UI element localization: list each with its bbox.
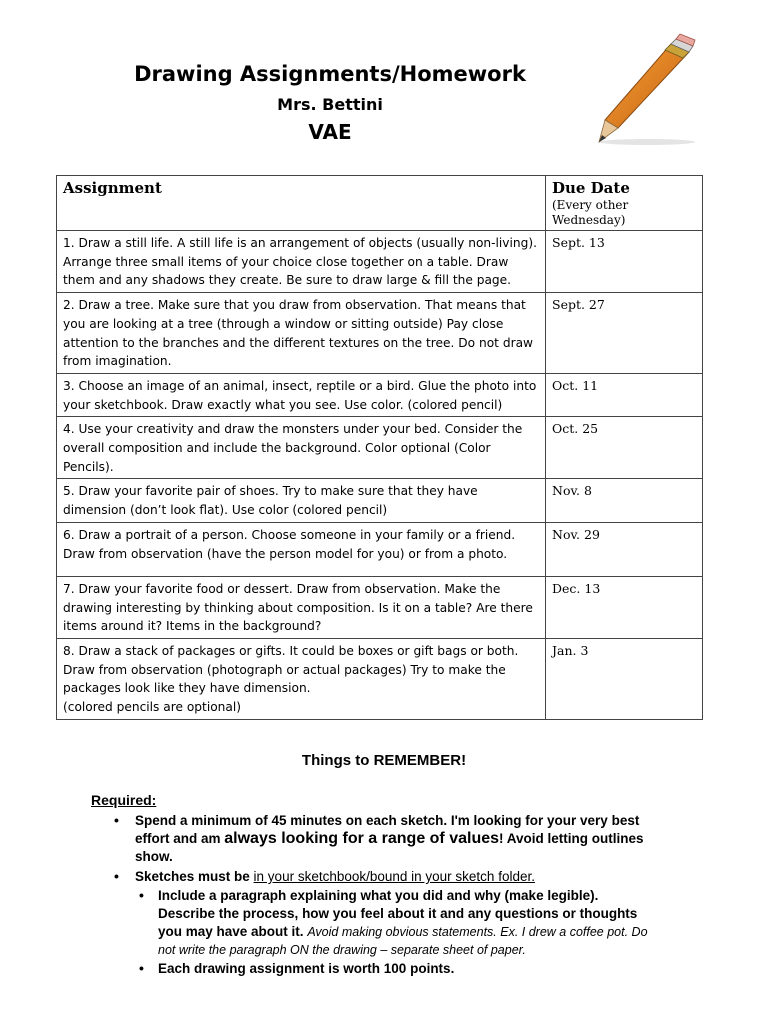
due-date: Oct. 25: [546, 417, 703, 479]
due-date: Jan. 3: [546, 638, 703, 719]
due-date-subheader: (Every other Wednesday): [552, 198, 629, 227]
sub1-text: Include a paragraph explaining what you did and why (make legible). Describe the process, how you feel about it and any questions or thoughts you may have about it.: [158, 888, 638, 939]
assignment-text: 5. Draw your favorite pair of shoes. Try to make sure that they have dimension (don’t look flat). Use color (colored pencil): [57, 479, 546, 522]
list-item: Each drawing assignment is worth 100 points.: [158, 961, 455, 976]
assignment-text: 1. Draw a still life. A still life is an arrangement of objects (usually non-living). Arrange three small items of your choice close together on a table. Draw them and any shadows they create. Be sure to draw large & fill the page.: [57, 231, 546, 293]
page-title: Drawing Assignments/Homework: [134, 62, 526, 86]
required-label: Required:: [91, 792, 157, 808]
bullet-icon: •: [114, 868, 119, 884]
due-date-column-header: Due Date: [552, 179, 630, 197]
assignment-text: 2. Draw a tree. Make sure that you draw from observation. That means that you are looking at a tree (through a window or sitting outside) Pay close attention to the branches and the different textures on the tree. Do not draw from imagination.: [57, 293, 546, 374]
table-row: [57, 479, 703, 522]
table-header-row: [57, 176, 703, 231]
table-row: [57, 231, 703, 293]
assignment-note: (colored pencils are optional): [63, 700, 241, 715]
due-date: Nov. 29: [546, 522, 703, 576]
table-row: [57, 522, 703, 576]
assignment-text: 6. Draw a portrait of a person. Choose someone in your family or a friend. Draw from observation (have the person model for you) or from a photo.: [57, 522, 546, 576]
due-date: Nov. 8: [546, 479, 703, 522]
due-date: Sept. 27: [546, 293, 703, 374]
table-row: [57, 373, 703, 416]
assignment-text: 8. Draw a stack of packages or gifts. It could be boxes or gift bags or both. Draw from observation (photograph or actual packages) Try to make the packages look like they have dimension.: [63, 643, 519, 696]
bullet2-text: Sketches must be: [135, 869, 254, 884]
bullet1-end: ! Avoid letting outlines show.: [135, 831, 644, 864]
bullet-icon: •: [114, 812, 119, 828]
due-date: Dec. 13: [546, 576, 703, 638]
assignment-text: 7. Draw your favorite food or dessert. Draw from observation. Make the drawing interesting by thinking about composition. Is it on a table? Are there items around it? Items in the background?: [57, 576, 546, 638]
course-code: VAE: [308, 120, 352, 144]
list-item: [135, 868, 675, 886]
table-row: [57, 638, 703, 719]
assignment-text: 4. Use your creativity and draw the monsters under your bed. Consider the overall composition and include the background. Color optional (Color Pencils).: [57, 417, 546, 479]
bullet1-text: Spend a minimum of 45 minutes on each sketch. I'm looking for your very best effort and am: [135, 813, 640, 846]
list-item: [135, 812, 655, 866]
table-row: [57, 417, 703, 479]
bullet1-emphasis: always looking for a range of values: [224, 830, 500, 847]
assignment-column-header: Assignment: [63, 179, 162, 197]
table-row: [57, 576, 703, 638]
bullet2-underlined: in your sketchbook/bound in your sketch folder.: [253, 869, 535, 884]
pencil-icon: [585, 30, 705, 150]
bullet-icon: •: [139, 960, 144, 976]
bullet-icon: •: [139, 887, 144, 903]
table-row: [57, 293, 703, 374]
list-item: [158, 887, 648, 959]
teacher-name: Mrs. Bettini: [277, 95, 383, 114]
due-date: Sept. 13: [546, 231, 703, 293]
due-date: Oct. 11: [546, 373, 703, 416]
assignment-text: 3. Choose an image of an animal, insect, reptile or a bird. Glue the photo into your sketchbook. Draw exactly what you see. Use color. (colored pencil): [57, 373, 546, 416]
remember-heading: Things to REMEMBER!: [301, 752, 467, 769]
assignments-table: [56, 175, 703, 720]
sub1-italic-note: Avoid making obvious statements. Ex. I drew a coffee pot. Do not write the paragraph ON the drawing – separate sheet of paper.: [158, 925, 648, 957]
